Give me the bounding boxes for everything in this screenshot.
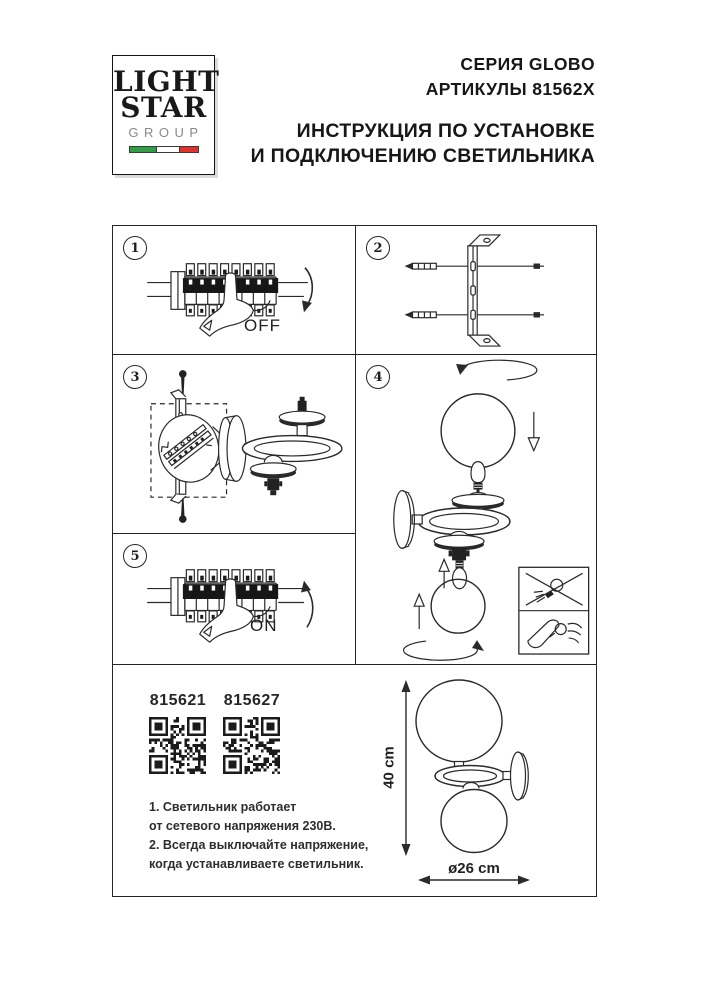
flag-red-stripe <box>180 147 198 152</box>
step-3-badge: 3 <box>123 365 147 389</box>
logo-word-group: GROUP <box>128 125 204 140</box>
article-number-815621: 815621 <box>149 692 207 709</box>
ring-body-icon <box>242 436 341 462</box>
dimensions-illustration <box>113 665 596 896</box>
step-4-panel <box>356 355 596 665</box>
bracket-illustration <box>356 226 596 354</box>
page-title-line1: ИНСТРУКЦИЯ ПО УСТАНОВКЕ <box>296 120 595 142</box>
off-label: OFF <box>244 316 281 335</box>
top-lampholder-icon <box>279 397 325 436</box>
note-line: 2. Всегда выключайте напряжение, <box>149 838 369 852</box>
steps-grid <box>112 225 597 897</box>
article-number-815627: 815627 <box>223 692 281 709</box>
italian-flag-icon <box>129 146 199 153</box>
bulb-icon <box>471 462 485 493</box>
mounting-bracket-icon <box>468 235 500 346</box>
top-globe-icon <box>416 680 502 762</box>
page-title-line2: И ПОДКЛЮЧЕНИЮ СВЕТИЛЬНИКА <box>250 145 595 167</box>
wall-cup-icon <box>503 752 528 800</box>
step-2-badge: 2 <box>366 236 390 260</box>
top-globe-icon <box>441 394 515 468</box>
step-1-panel <box>113 226 356 355</box>
down-arrow-icon <box>528 412 539 451</box>
info-panel <box>113 665 596 896</box>
breaker-off-illustration <box>113 226 355 354</box>
base-mounting-illustration <box>113 355 355 533</box>
height-dimension-arrow <box>402 680 411 856</box>
rotation-arrow-icon <box>404 640 484 660</box>
bottom-lampholder-icon <box>434 531 484 560</box>
note-line: когда устанавливаете светильник. <box>149 857 364 871</box>
series-title: СЕРИЯ GLOBO <box>460 54 595 74</box>
diameter-dimension-label: ø26 cm <box>448 860 500 877</box>
on-label: ON <box>250 616 278 635</box>
header-titles <box>251 52 595 169</box>
insert-bulb-icon <box>453 560 467 588</box>
wall-cup-icon <box>394 491 422 549</box>
articles-title: АРТИКУЛЫ 81562X <box>425 79 595 99</box>
caution-boxes <box>519 567 589 654</box>
logo-word-star: STAR <box>120 91 207 124</box>
wall-screw-icon <box>477 264 544 318</box>
turn-on-arrow-icon <box>301 581 313 628</box>
step-5-badge: 5 <box>123 544 147 568</box>
note-line: 1. Светильник работает <box>149 800 297 814</box>
up-arrow-icon <box>414 594 424 629</box>
step-4-badge: 4 <box>366 365 390 389</box>
assembly-illustration <box>356 355 596 664</box>
breaker-on-illustration <box>113 534 355 664</box>
rotation-arrow-icon <box>456 360 537 380</box>
logo-word-light: LIGHT <box>113 65 220 98</box>
ring-body-icon <box>418 508 510 535</box>
turn-off-arrow-icon <box>302 268 312 313</box>
step-3-panel <box>113 355 356 534</box>
step-5-panel <box>113 534 356 665</box>
note-line: от сетевого напряжения 230В. <box>149 819 336 833</box>
step-2-panel <box>356 226 596 355</box>
height-dimension-label: 40 cm <box>380 746 398 789</box>
terminal-detail-magnifier <box>153 409 225 488</box>
step-1-badge: 1 <box>123 236 147 260</box>
wall-anchor-icon <box>405 263 469 319</box>
flag-green-stripe <box>130 147 157 152</box>
lightstar-logo <box>112 55 220 175</box>
bottom-globe-icon <box>441 790 507 853</box>
flag-white-stripe <box>157 147 180 152</box>
